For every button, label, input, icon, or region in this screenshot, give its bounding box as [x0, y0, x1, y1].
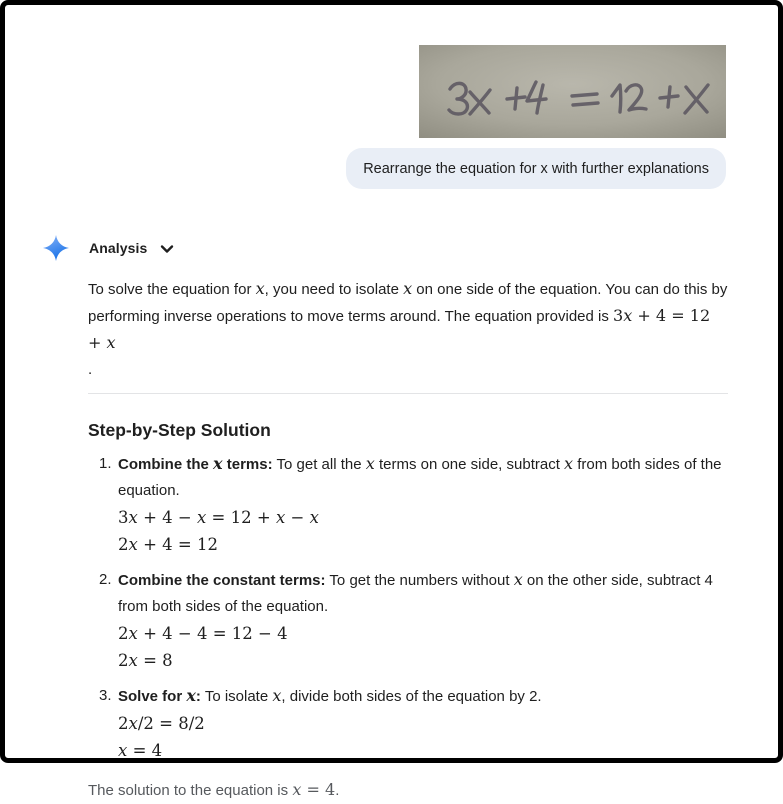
assistant-response [88, 276, 728, 804]
equation-line: 2x + 4 − 4 = 12 − 4 [118, 624, 288, 643]
solution-step [88, 683, 728, 764]
step-equations [118, 621, 728, 674]
solution-steps-list [88, 451, 728, 764]
handwritten-equation-image [419, 45, 726, 138]
analysis-toggle[interactable] [43, 235, 175, 261]
step-description: Solve for x: To isolate x, divide both sides of the equation by 2. [118, 686, 542, 705]
analysis-label: Analysis [89, 240, 148, 256]
chevron-down-icon [159, 241, 175, 257]
step-number: 3. [99, 687, 112, 704]
analysis-intro-text: To solve the equation for x, you need to isolate x on one side of the equation. You can do this by performing inverse operations to move terms around. The equation provided is 3x + 4 = 12 + x . [88, 279, 728, 378]
user-message-text: Rearrange the equation for x with further explanations [363, 160, 709, 177]
step-number: 1. [99, 455, 112, 472]
equation-line: 2x/2 = 8/2 [118, 714, 205, 733]
solution-summary: The solution to the equation is x = 4. [88, 780, 340, 799]
section-divider [88, 393, 728, 394]
equation-line: 3x + 4 − x = 12 + x − x [118, 508, 319, 527]
equation-line: 2x = 8 [118, 650, 173, 670]
equation-line: x = 4 [118, 740, 163, 760]
step-number: 2. [99, 571, 112, 588]
step-description: Combine the x terms: To get all the x terms on one side, subtract x from both sides of the equation. [118, 454, 722, 499]
gemini-sparkle-icon [43, 235, 69, 261]
step-equations [118, 711, 728, 764]
equation-line: 2x + 4 = 12 [118, 534, 218, 554]
step-description: Combine the constant terms: To get the numbers without x on the other side, subtract 4 from both sides of the equation. [118, 570, 713, 615]
section-title: Step-by-Step Solution [88, 420, 271, 440]
solution-step [88, 451, 728, 558]
solution-step [88, 567, 728, 674]
step-equations [118, 505, 728, 558]
attached-image-thumbnail[interactable] [419, 45, 726, 138]
user-message-bubble [346, 148, 726, 189]
